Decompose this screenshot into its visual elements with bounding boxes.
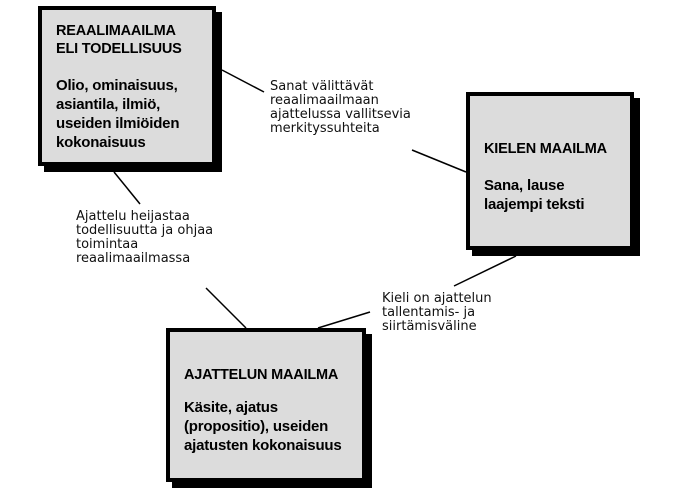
note-line: Kieli on ajattelun [382, 291, 492, 306]
reality-title-line: REAALIMAAILMA [56, 23, 176, 39]
note-reality-thought [76, 210, 213, 266]
language-world-box [466, 92, 634, 250]
reality-body-line: asiantila, ilmiö, [56, 96, 161, 113]
thought-world-title [184, 366, 348, 384]
language-world-title [484, 140, 616, 158]
note-line: Ajattelu heijastaa [76, 209, 190, 224]
note-line: reaalimaailmaan [270, 93, 379, 108]
note-reality-language [270, 80, 411, 136]
note-line: merkityssuhteita [270, 121, 380, 136]
connector-note2-to-thought [206, 288, 246, 328]
connector-reality-to-note [222, 70, 264, 92]
reality-world-body [56, 76, 198, 152]
connector-language-to-note3 [454, 256, 516, 286]
note-language-thought [382, 292, 492, 334]
note-line: todellisuutta ja ohjaa [76, 223, 214, 238]
connector-note3-to-thought [318, 312, 370, 328]
language-body-line: laajempi teksti [484, 196, 585, 213]
language-world-body [484, 176, 616, 214]
note-line: tallentamis- ja [382, 305, 476, 320]
connector-reality-to-note2 [114, 172, 140, 204]
connector-note-to-language [412, 150, 466, 172]
thought-body-line: ajatusten kokonaisuus [184, 437, 342, 454]
reality-world-box [38, 6, 216, 166]
thought-title-line: AJATTELUN MAAILMA [184, 367, 339, 383]
note-line: reaalimaailmassa [76, 251, 191, 266]
reality-body-line: Olio, ominaisuus, [56, 77, 178, 94]
reality-world-title [56, 22, 198, 58]
reality-title-line: ELI TODELLISUUS [56, 41, 182, 57]
language-title-line: KIELEN MAAILMA [484, 141, 607, 157]
thought-world-box [166, 328, 366, 482]
note-line: Sanat välittävät [270, 79, 374, 94]
thought-world-body [184, 398, 348, 455]
note-line: toimintaa [76, 237, 139, 252]
note-line: ajattelussa vallitsevia [270, 107, 411, 122]
reality-body-line: useiden ilmiöiden [56, 115, 180, 132]
language-body-line: Sana, lause [484, 177, 565, 194]
thought-body-line: (propositio), useiden [184, 418, 329, 435]
note-line: siirtämisväline [382, 319, 477, 334]
thought-body-line: Käsite, ajatus [184, 399, 278, 416]
reality-body-line: kokonaisuus [56, 134, 146, 151]
